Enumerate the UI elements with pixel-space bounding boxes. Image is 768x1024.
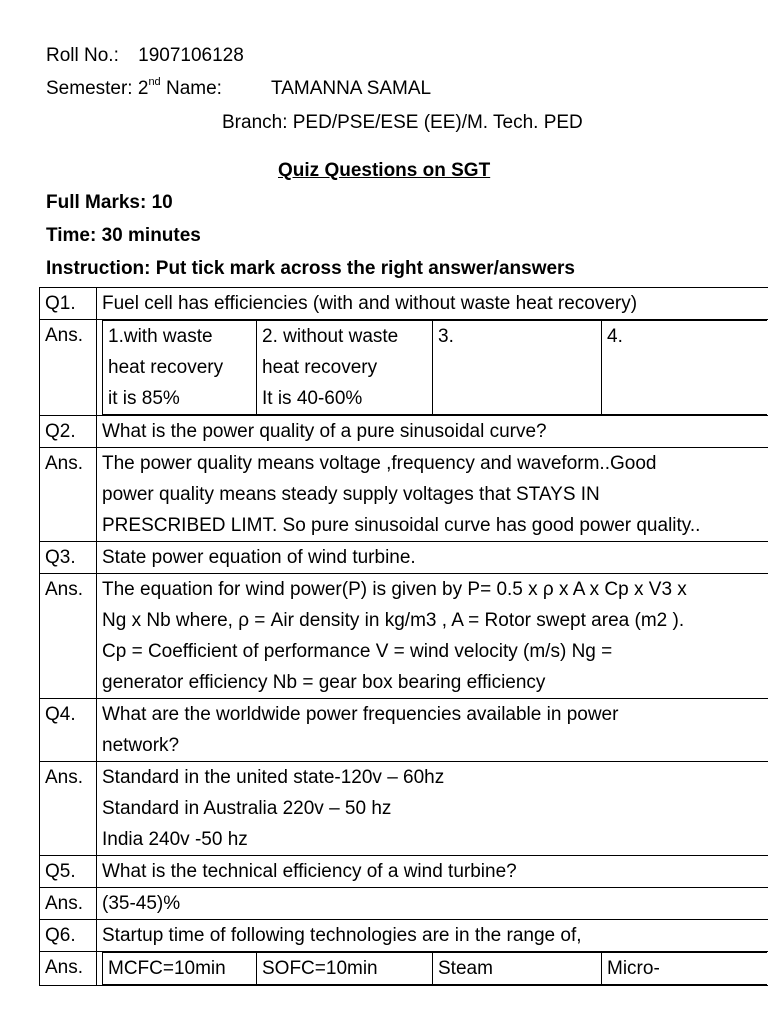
semester-line	[46, 76, 222, 99]
option-line: heat recovery	[262, 357, 378, 378]
answer-line: Ng x Nb where, ρ = Air density in kg/m3 , A = Rotor swept area (m2 ).	[102, 610, 685, 631]
answer-line: The equation for wind power(P) is given by P= 0.5 x ρ x A x Cp x V3 x	[102, 579, 687, 600]
quiz-table	[39, 287, 768, 986]
answer-line: Standard in Australia 220v – 50 hz	[102, 798, 392, 819]
question-row	[40, 416, 768, 448]
question-text: What is the power quality of a pure sinusoidal curve?	[97, 416, 768, 448]
answer-option-2[interactable]: SOFC=10min	[257, 953, 433, 985]
semester-label: Semester: 2	[46, 78, 149, 99]
answer-text	[97, 574, 768, 699]
answer-label: Ans.	[40, 762, 97, 856]
answer-line: Standard in the united state-120v – 60hz	[102, 767, 445, 788]
student-name: TAMANNA SAMAL	[271, 78, 432, 99]
question-text: What is the technical efficiency of a wind turbine?	[97, 856, 768, 888]
option-line: It is 40-60%	[262, 388, 363, 409]
answer-option-1[interactable]	[103, 321, 257, 415]
quiz-title: Quiz Questions on SGT	[278, 160, 491, 181]
question-line: network?	[102, 735, 180, 756]
answer-text: (35-45)%	[97, 888, 768, 920]
answer-line: generator efficiency Nb = gear box bearing efficiency	[102, 672, 546, 693]
answer-row	[40, 574, 768, 699]
answer-option-4[interactable]	[602, 321, 768, 415]
answer-row	[40, 888, 768, 920]
option-line: 4.	[607, 326, 623, 347]
option-line: 1.with waste	[108, 326, 213, 347]
question-row	[40, 699, 768, 762]
answer-text	[97, 762, 768, 856]
question-text	[97, 699, 768, 762]
answer-label: Ans.	[40, 320, 97, 416]
answer-line: India 240v -50 hz	[102, 829, 248, 850]
answer-line: The power quality means voltage ,frequency and waveform..Good	[102, 453, 657, 474]
time-allowed: Time: 30 minutes	[46, 225, 201, 246]
answer-line: PRESCRIBED LIMT. So pure sinusoidal curve has good power quality..	[102, 515, 701, 536]
answer-options	[97, 952, 768, 986]
question-row	[40, 856, 768, 888]
answer-option-grid	[102, 952, 767, 985]
answer-row	[40, 952, 768, 986]
question-label: Q3.	[40, 542, 97, 574]
answer-option-1[interactable]: MCFC=10min	[103, 953, 257, 985]
question-line: What are the worldwide power frequencies available in power	[102, 704, 619, 725]
answer-row	[40, 762, 768, 856]
option-line: 3.	[438, 326, 454, 347]
answer-label: Ans.	[40, 448, 97, 542]
answer-label: Ans.	[40, 888, 97, 920]
question-text: State power equation of wind turbine.	[97, 542, 768, 574]
question-label: Q6.	[40, 920, 97, 952]
question-label: Q4.	[40, 699, 97, 762]
answer-line: Cp = Coefficient of performance V = wind velocity (m/s) Ng =	[102, 641, 613, 662]
answer-option-3[interactable]	[433, 321, 602, 415]
branch-line: Branch: PED/PSE/ESE (EE)/M. Tech. PED	[222, 112, 583, 133]
answer-line: power quality means steady supply voltages that STAYS IN	[102, 484, 600, 505]
answer-option-2[interactable]	[257, 321, 433, 415]
roll-number	[46, 46, 244, 65]
question-text: Fuel cell has efficiencies (with and without waste heat recovery)	[97, 288, 768, 320]
option-line: 2. without waste	[262, 326, 399, 347]
roll-label: Roll No.:	[46, 45, 119, 66]
question-label: Q1.	[40, 288, 97, 320]
answer-option-3[interactable]: Steam	[433, 953, 602, 985]
instruction: Instruction: Put tick mark across the right answer/answers	[46, 258, 575, 279]
question-label: Q5.	[40, 856, 97, 888]
full-marks: Full Marks: 10	[46, 192, 173, 213]
option-line: heat recovery	[108, 357, 224, 378]
answer-label: Ans.	[40, 574, 97, 699]
semester-sup: nd	[148, 76, 161, 88]
answer-options	[97, 320, 768, 416]
question-row	[40, 542, 768, 574]
answer-option-4[interactable]: Micro-	[602, 953, 768, 985]
answer-label: Ans.	[40, 952, 97, 986]
question-row	[40, 288, 768, 320]
answer-row	[40, 320, 768, 416]
answer-text	[97, 448, 768, 542]
question-text: Startup time of following technologies are in the range of,	[97, 920, 768, 952]
question-label: Q2.	[40, 416, 97, 448]
option-line: it is 85%	[108, 388, 180, 409]
answer-option-grid	[102, 320, 767, 415]
question-row	[40, 920, 768, 952]
roll-value: 1907106128	[138, 45, 244, 66]
name-label: Name:	[165, 78, 222, 99]
answer-row	[40, 448, 768, 542]
